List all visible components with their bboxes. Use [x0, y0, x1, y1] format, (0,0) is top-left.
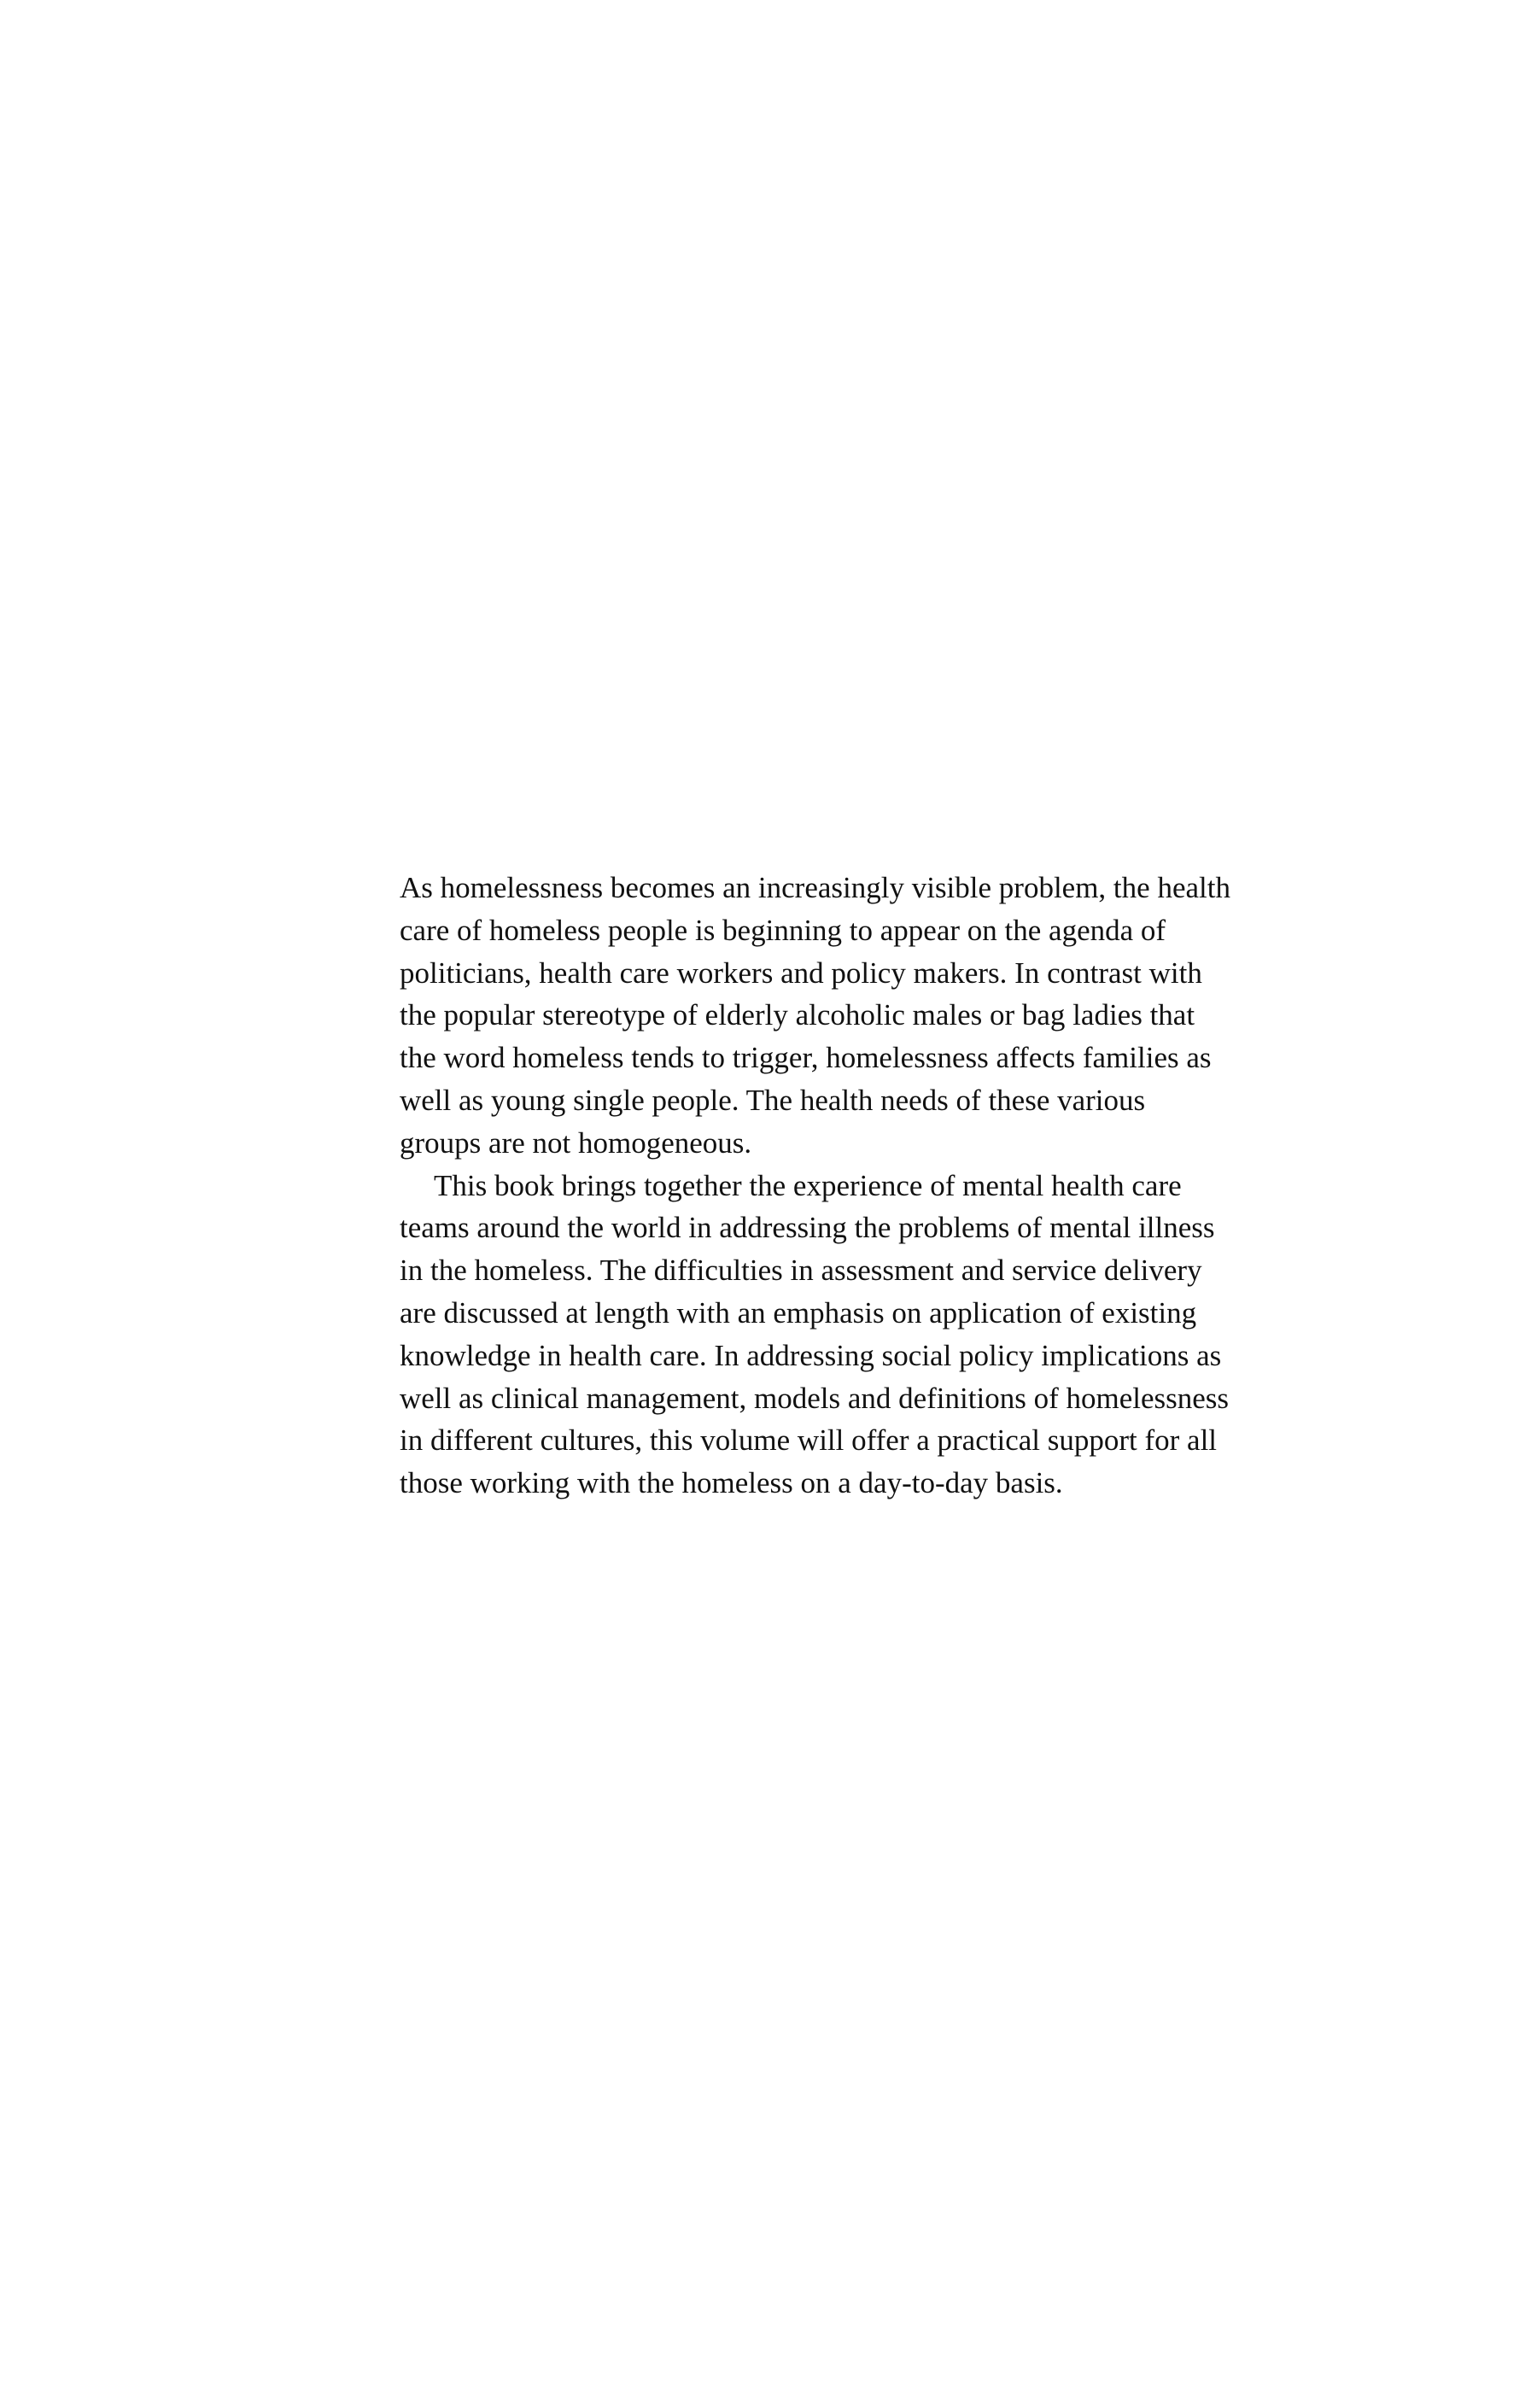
- text-line: politicians, health care workers and policy makers. In contrast with: [400, 956, 1202, 990]
- text-line: well as clinical management, models and definitions of homelessness: [400, 1381, 1230, 1415]
- text-line: the word homeless tends to trigger, homelessness affects families as: [400, 1041, 1212, 1075]
- text-line: As homelessness becomes an increasingly visible problem, the health: [400, 871, 1230, 904]
- paragraph-1: [400, 867, 1339, 1165]
- blurb-text: [400, 867, 1339, 1505]
- text-line: the popular stereotype of elderly alcoholic males or bag ladies that: [400, 998, 1195, 1032]
- text-line: those working with the homeless on a day-to-day basis.: [400, 1466, 1063, 1500]
- text-line: This book brings together the experience of mental health care: [434, 1168, 1182, 1202]
- text-line: in the homeless. The difficulties in assessment and service delivery: [400, 1254, 1202, 1288]
- text-line: in different cultures, this volume will offer a practical support for all: [400, 1423, 1218, 1458]
- text-line: groups are not homogeneous.: [400, 1125, 752, 1160]
- text-line: knowledge in health care. In addressing social policy implications as: [400, 1338, 1222, 1372]
- paragraph-2: [400, 1165, 1339, 1505]
- text-line: teams around the world in addressing the problems of mental illness: [400, 1211, 1215, 1245]
- text-line: well as young single people. The health needs of these various: [400, 1083, 1146, 1117]
- text-line: care of homeless people is beginning to appear on the agenda of: [400, 913, 1166, 947]
- text-line: are discussed at length with an emphasis on application of existing: [400, 1295, 1197, 1330]
